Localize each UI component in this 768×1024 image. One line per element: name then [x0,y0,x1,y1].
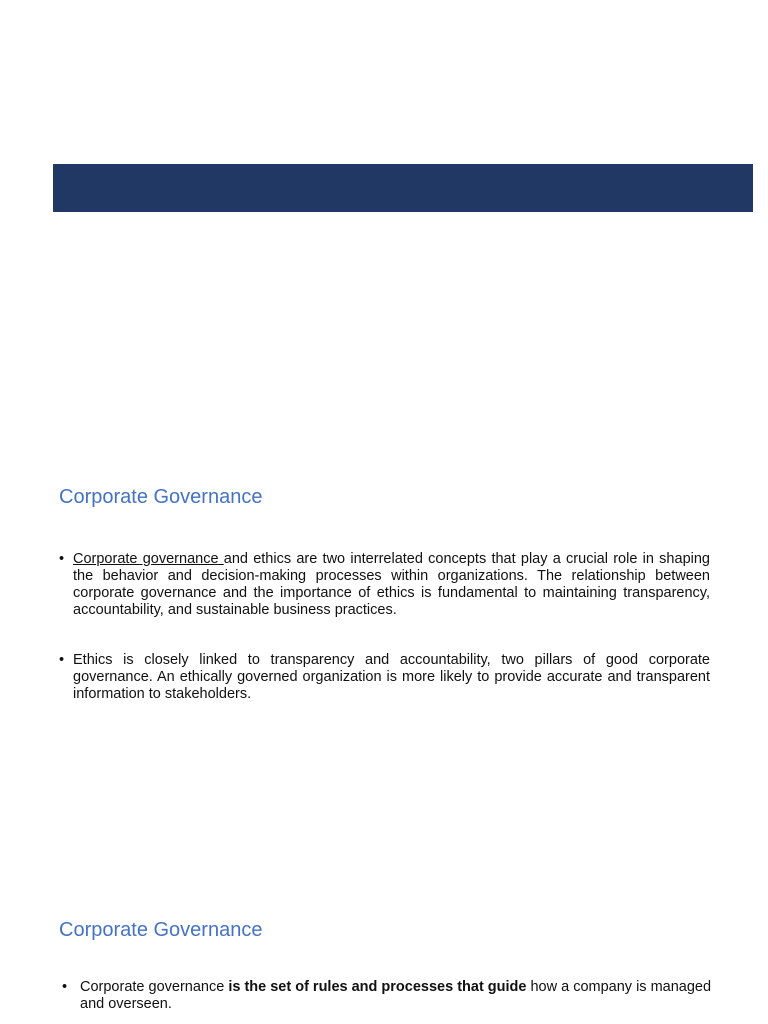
bullet-list [62,979,722,1013]
header-banner [53,164,753,212]
section-title: Corporate Governance [59,919,263,941]
bullet-text: Ethics is closely linked to transparency and accountability, two pillars of good corporate governance. An ethically governed organization is more likely to provide accurate and transparent information to stakeholders. [73,652,710,702]
bullet-text-bold: is the set of rules and processes that guide [228,979,527,995]
section-title: Corporate Governance [59,486,263,508]
bullet-item [59,551,710,619]
bullet-text [73,551,710,619]
bullet-item [59,652,710,703]
bullet-text-start: Corporate governance [80,979,229,995]
bullet-text-end: how a company is managed and overseen. [80,979,712,1012]
bullet-text [80,979,722,1013]
bullet-text-rest: and ethics are two interrelated concepts that play a crucial role in shaping the behavior and decision-making processes within organizations. The relationship between corporate governance and the importance of ethics is fundamental to maintaining transparency, accountability, and sustainable business practices. [73,551,710,618]
bullet-item [62,979,722,1013]
bullet-marker: • [59,652,65,668]
corporate-governance-link[interactable]: Corporate governance [73,551,224,567]
bullet-list [59,551,710,703]
bullet-marker: • [62,979,68,995]
bullet-marker: • [59,551,65,567]
